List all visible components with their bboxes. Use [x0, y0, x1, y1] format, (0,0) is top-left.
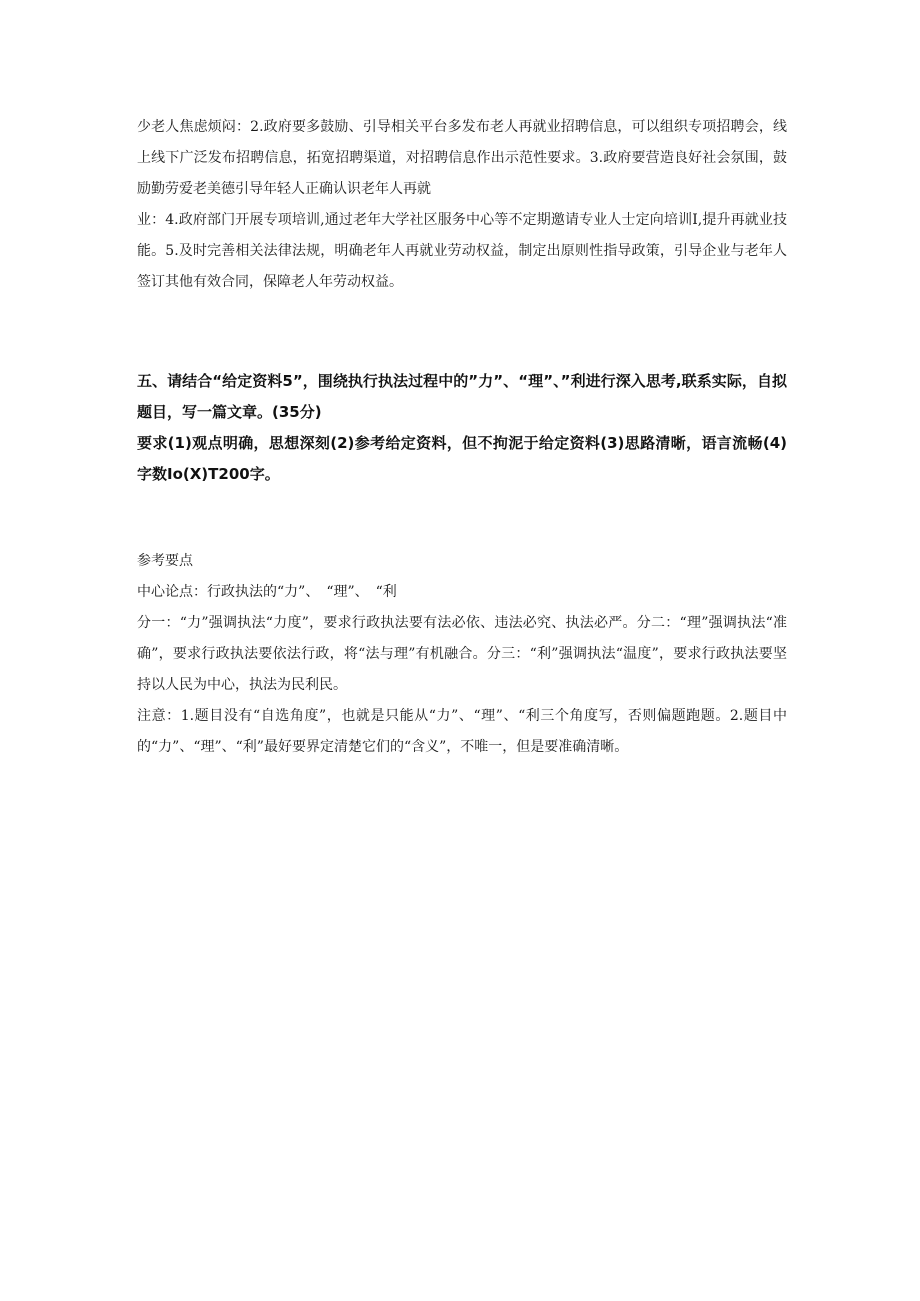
answer-section	[137, 546, 787, 763]
question-title: 五、请结合“给定资料5”，围绕执行执法过程中的”力”、“理”、”利进行深入思考,联系实际，自拟题目，写一篇文章。(35分)	[137, 372, 787, 421]
answer-note: 注意：1.题目没有“自选角度”，也就是只能从“力”、“理”、“利三个角度写，否则偏题跑题。2.题目中的“力”、“理”、“利”最好要界定清楚它们的“含义”，不唯一，但是要准确清晰。	[137, 708, 787, 755]
question-section	[137, 366, 787, 490]
answer-heading: 参考要点	[137, 553, 193, 569]
intro-paragraph-2: 业：4.政府部门开展专项培训,通过老年大学社区服务中心等不定期邀请专业人士定向培训I,提升再就业技能。5.及时完善相关法律法规，明确老年人再就业劳动权益，制定出原则性指导政策，引导企业与老年人签订其他有效合同，保障老人年劳动权益。	[137, 212, 787, 290]
answer-points: 分一：“力”强调执法“力度”，要求行政执法要有法必依、违法必究、执法必严。分二：“理”强调执法“准确”，要求行政执法要依法行政，将“法与理”有机融合。分三：“利”强调执法“温度”，要求行政执法要坚持以人民为中心，执法为民利民。	[137, 615, 787, 693]
intro-section	[137, 112, 787, 298]
answer-thesis: 中心论点：行政执法的“力”、 “理”、 “利	[137, 584, 397, 600]
question-requirements: 要求(1)观点明确，思想深刻(2)参考给定资料，但不拘泥于给定资料(3)思路清晰，语言流畅(4)字数Io(X)T200字。	[137, 434, 787, 483]
intro-paragraph-1: 少老人焦虑烦闷：2.政府要多鼓励、引导相关平台多发布老人再就业招聘信息，可以组织专项招聘会，线上线下广泛发布招聘信息，拓宽招聘渠道，对招聘信息作出示范性要求。3.政府要营造良好社会氛围，鼓励勤劳爱老美德引导年轻人正确认识老年人再就	[137, 119, 787, 197]
